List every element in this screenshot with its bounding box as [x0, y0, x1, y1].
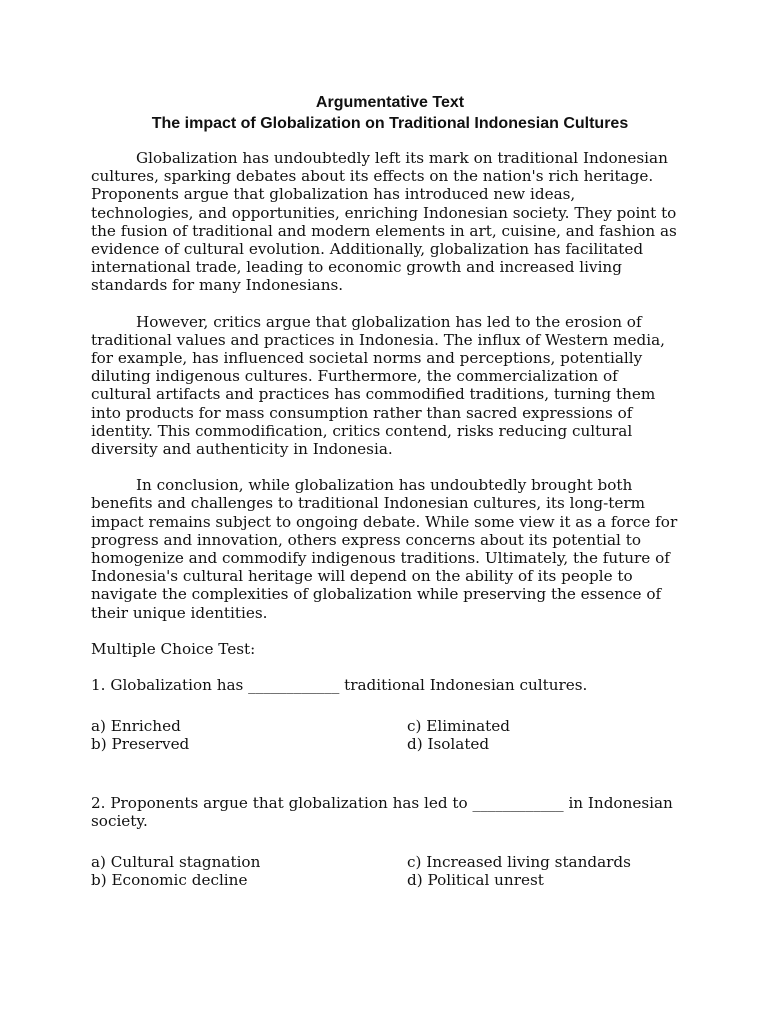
question-1: 1. Globalization has ____________ traditional Indonesian cultures. — [91, 676, 588, 695]
question-2-option-b: b) Economic decline — [91, 871, 248, 890]
question-1-option-b: b) Preserved — [91, 735, 190, 754]
question-2: 2. Proponents argue that globalization has led to ____________ in Indonesian society. — [91, 793, 673, 830]
question-1-options — [91, 717, 681, 753]
paragraph-conclusion: In conclusion, while globalization has undoubtedly brought both benefits and challenges to traditional Indonesian cultures, its long-term impact remains subject to ongoing debate. While some view it as a force for progress and innovation, others express concerns about its potential to homogenize and commodify indigenous traditions. Ultimately, the future of Indonesia's cultural heritage will depend on the ability of its people to navigate the complexities of globalization while preserving the essence of their unique identities. — [91, 476, 678, 622]
question-2-options — [91, 853, 681, 889]
question-2-option-c: c) Increased living standards — [407, 853, 631, 872]
question-1-option-c: c) Eliminated — [407, 717, 510, 736]
question-2-option-d: d) Political unrest — [407, 871, 544, 890]
document-subtitle: The impact of Globalization on Traditional Indonesian Cultures — [151, 115, 629, 132]
test-label: Multiple Choice Test: — [91, 639, 256, 658]
paragraph-introduction: Globalization has undoubtedly left its mark on traditional Indonesian cultures, sparking debates about its effects on the nation's rich heritage. Proponents argue that globalization has introduced new ideas, technologies, and opportunities, enriching Indonesian society. They point to the fusion of traditional and modern elements in art, cuisine, and fashion as evidence of cultural evolution. Additionally, globalization has facilitated international trade, leading to economic growth and increased living standards for many Indonesians. — [91, 149, 677, 295]
question-1-option-a: a) Enriched — [91, 717, 181, 736]
question-2-option-a: a) Cultural stagnation — [91, 853, 261, 872]
document-body — [91, 92, 681, 889]
paragraph-counterargument: However, critics argue that globalization has led to the erosion of traditional values and practices in Indonesia. The influx of Western media, for example, has influenced societal norms and perceptions, potentially diluting indigenous cultures. Furthermore, the commercialization of cultural artifacts and practices has commodified traditions, turning them into products for mass consumption rather than sacred expressions of identity. This commodification, critics contend, risks reducing cultural diversity and authenticity in Indonesia. — [91, 312, 665, 459]
document-title: Argumentative Text — [315, 94, 465, 111]
question-1-option-d: d) Isolated — [407, 735, 490, 754]
title-block — [99, 92, 681, 134]
